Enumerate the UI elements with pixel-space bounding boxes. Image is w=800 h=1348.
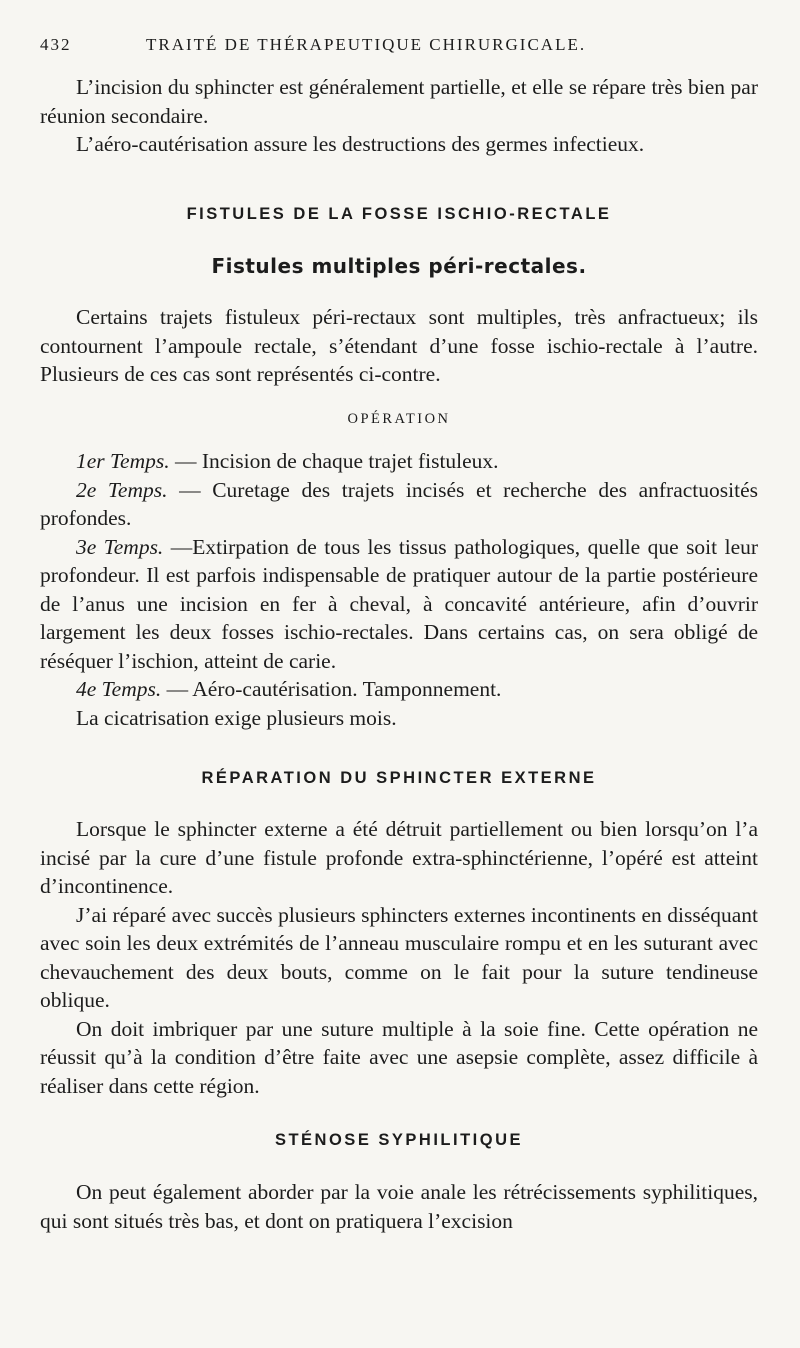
subheading-fistules-multiples: Fistules multiples péri-rectales. <box>211 254 587 278</box>
fistules-closing: La cicatrisation exige plusieurs mois. <box>76 705 397 730</box>
page-number: 432 <box>40 35 72 54</box>
operation-step-4 <box>40 675 758 704</box>
reparation-paragraph-2: J’ai réparé avec succès plusieurs sphincters externes incontinents en disséquant avec soin les deux extrémités de l’anneau musculaire rompu et en les suturant avec chevauchement des deux bouts, comme on le fait pour la suture tendineuse oblique. <box>40 902 758 1012</box>
step-word: Temps. <box>110 449 170 473</box>
section-heading-fistules: FISTULES DE LA FOSSE ISCHIO-RECTALE <box>186 205 612 223</box>
intro-block <box>40 73 758 159</box>
section-heading-stenose: STÉNOSE SYPHILITIQUE <box>274 1131 524 1149</box>
step-text: — Aéro-cautérisation. Tamponnement. <box>166 677 502 701</box>
section-heading-reparation: RÉPARATION DU SPHINCTER EXTERNE <box>201 769 597 787</box>
running-title: TRAITÉ DE THÉRAPEUTIQUE CHIRURGICALE. <box>146 35 587 54</box>
fistules-paragraph-1: Certains trajets fistuleux péri-rectaux sont multiples, très anfractueux; ils contournent l’ampoule rectale, s’étendant d’une fosse ischio-rectale à l’autre. Plusieurs de ces cas sont représentés ci-contre. <box>40 305 758 386</box>
stenose-block <box>40 1178 758 1235</box>
operation-step-1 <box>40 447 758 476</box>
step-number: 2e <box>76 477 97 502</box>
step-text: — Incision de chaque trajet fistuleux. <box>174 449 499 473</box>
intro-paragraph-1: L’incision du sphincter est généralement partielle, et elle se répare très bien par réunion secondaire. <box>40 75 758 128</box>
step-number: 3e <box>76 534 97 559</box>
step-number: 4e <box>76 677 97 701</box>
fistules-intro-block <box>40 303 758 389</box>
operation-steps <box>40 447 758 732</box>
step-text: —Extirpation de tous les tissus pathologiques, quelle que soit leur profondeur. Il est parfois indispensable de pratiquer autour de la partie postérieure de l’anus une incision en fer à cheval, à concavité antérieure, afin d’ouvrir largement les deux fosses ischio-rectales. Dans certains cas, on sera obligé de réséquer l’ischion, atteint de carie. <box>40 534 759 673</box>
step-number: 1er <box>76 449 105 473</box>
operation-step-3 <box>40 533 758 676</box>
step-word: Temps. <box>101 677 162 701</box>
step-word: Temps. <box>103 534 164 559</box>
operation-label: OPÉRATION <box>347 411 451 427</box>
reparation-paragraph-1: Lorsque le sphincter externe a été détruit partiellement ou bien lorsqu’on l’a incisé par la cure d’une fistule profonde extra-sphinctérienne, l’opéré est atteint d’incontinence. <box>40 817 758 898</box>
step-text: — Curetage des trajets incisés et recherche des anfractuosités profondes. <box>40 477 758 530</box>
intro-paragraph-2: L’aéro-cautérisation assure les destructions des germes infectieux. <box>76 132 645 156</box>
stenose-paragraph-1: On peut également aborder par la voie anale les rétrécissements syphilitiques, qui sont situés très bas, et dont on pratiquera l’excision <box>40 1180 758 1233</box>
operation-step-2 <box>40 476 758 533</box>
reparation-paragraph-3: On doit imbriquer par une suture multiple à la soie fine. Cette opération ne réussit qu’à la condition d’être faite avec une asepsie complète, assez difficile à réaliser dans cette région. <box>40 1016 758 1098</box>
step-word: Temps. <box>107 477 168 502</box>
reparation-block <box>40 815 758 1100</box>
